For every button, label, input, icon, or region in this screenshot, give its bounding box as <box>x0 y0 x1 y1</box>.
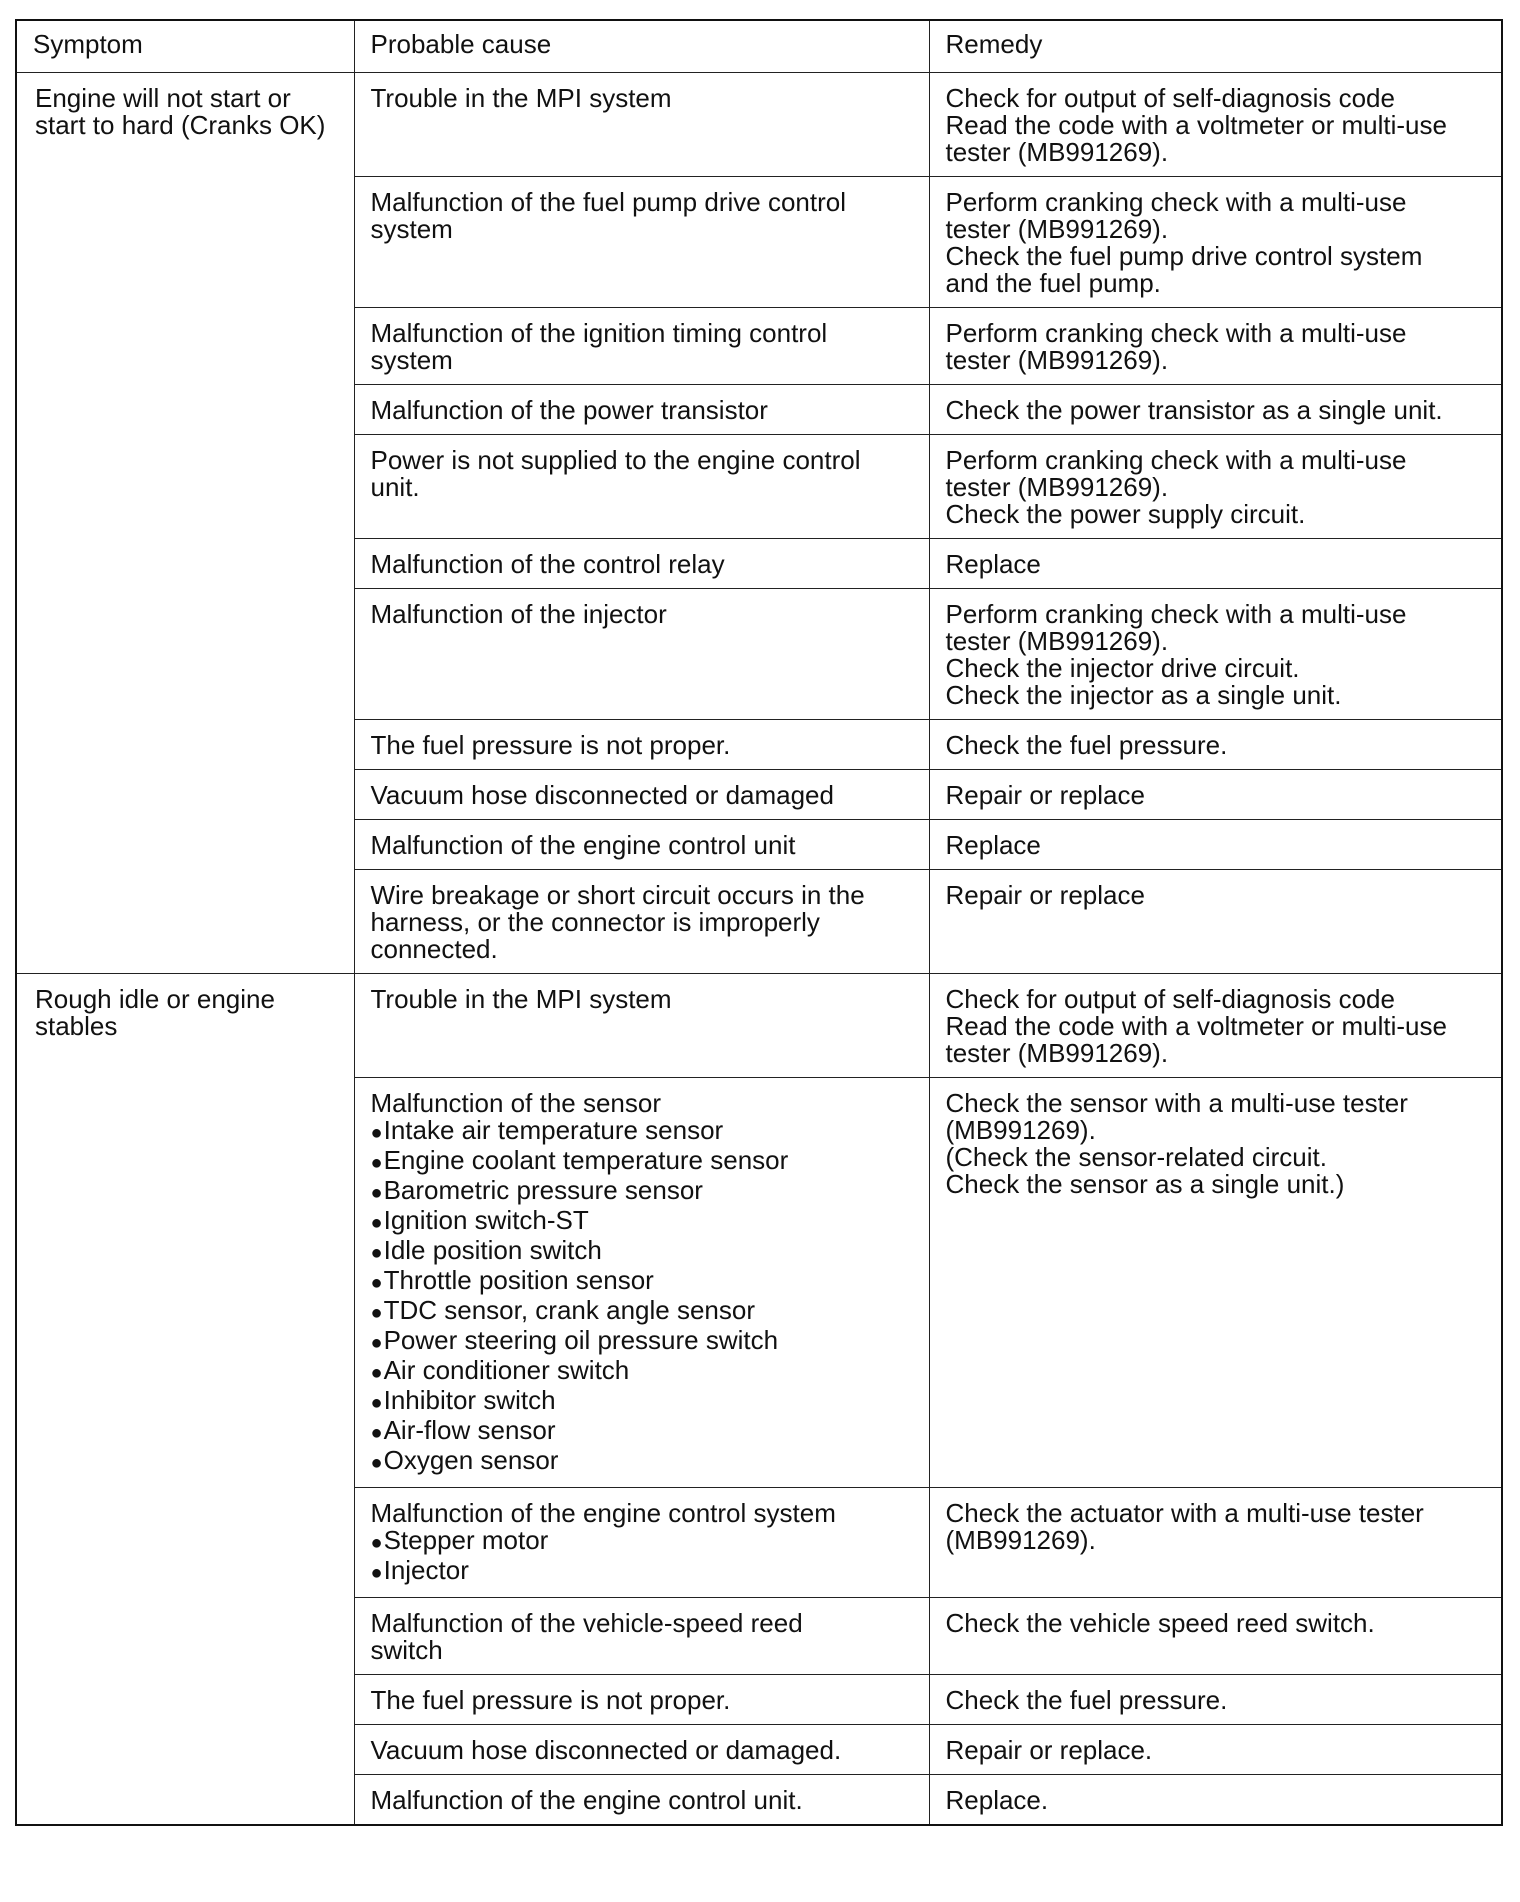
symptom-cell <box>16 974 354 1826</box>
remedy-text: and the fuel pump. <box>945 268 1161 298</box>
remedy-text: tester (MB991269). <box>945 626 1169 656</box>
header-remedy: Remedy <box>929 20 1502 73</box>
probable-cause-bullet: ● Air conditioner switch <box>371 1357 913 1387</box>
remedy-cell <box>929 308 1502 385</box>
remedy-text: Check the power transistor as a single unit. <box>945 395 1443 425</box>
remedy-cell <box>929 1078 1502 1488</box>
remedy-text: Repair or replace <box>945 780 1145 810</box>
probable-cause-text: system <box>370 345 453 375</box>
remedy-text: Perform cranking check with a multi-use <box>945 445 1407 475</box>
remedy-text: Check for output of self-diagnosis code <box>945 83 1395 113</box>
probable-cause-bullet: ● Ignition switch-ST <box>371 1207 913 1237</box>
probable-cause-bullet: ● TDC sensor, crank angle sensor <box>371 1297 913 1327</box>
probable-cause-text: Malfunction of the sensor <box>370 1088 661 1118</box>
probable-cause-bullet: ● Inhibitor switch <box>371 1387 913 1417</box>
remedy-text: Replace. <box>945 1785 1049 1815</box>
remedy-text: Check the injector drive circuit. <box>945 653 1300 683</box>
remedy-cell <box>929 1775 1502 1826</box>
remedy-text: Replace <box>945 549 1041 579</box>
probable-cause-cell <box>354 720 929 770</box>
remedy-cell <box>929 1598 1502 1675</box>
probable-cause-text: harness, or the connector is improperly <box>370 907 820 937</box>
probable-cause-cell <box>354 435 929 539</box>
remedy-text: (Check the sensor-related circuit. <box>945 1142 1327 1172</box>
probable-cause-cell <box>354 539 929 589</box>
probable-cause-cell <box>354 308 929 385</box>
probable-cause-cell <box>354 974 929 1078</box>
probable-cause-bullet: ● Stepper motor <box>371 1527 913 1557</box>
remedy-cell <box>929 539 1502 589</box>
symptom-text: stables <box>35 1011 118 1041</box>
remedy-text: Repair or replace <box>945 880 1145 910</box>
remedy-text: Check the vehicle speed reed switch. <box>945 1608 1375 1638</box>
probable-cause-text: Trouble in the MPI system <box>370 984 672 1014</box>
probable-cause-cell <box>354 589 929 720</box>
probable-cause-text: Power is not supplied to the engine control <box>370 445 861 475</box>
remedy-cell <box>929 770 1502 820</box>
remedy-text: Check the actuator with a multi-use tester <box>945 1498 1424 1528</box>
probable-cause-text: Vacuum hose disconnected or damaged <box>370 780 834 810</box>
remedy-text: Read the code with a voltmeter or multi-use <box>945 1011 1447 1041</box>
remedy-cell <box>929 435 1502 539</box>
remedy-text: tester (MB991269). <box>945 137 1169 167</box>
probable-cause-bullet: ● Barometric pressure sensor <box>371 1177 913 1207</box>
troubleshooting-table <box>15 19 1503 1826</box>
remedy-text: Check the fuel pressure. <box>945 1685 1228 1715</box>
probable-cause-text: The fuel pressure is not proper. <box>370 730 731 760</box>
remedy-text: Check for output of self-diagnosis code <box>945 984 1395 1014</box>
remedy-text: (MB991269). <box>945 1525 1096 1555</box>
probable-cause-cell <box>354 870 929 974</box>
remedy-cell <box>929 589 1502 720</box>
probable-cause-cell <box>354 177 929 308</box>
remedy-text: Perform cranking check with a multi-use <box>945 187 1407 217</box>
remedy-text: tester (MB991269). <box>945 345 1169 375</box>
header-symptom: Symptom <box>16 20 354 73</box>
remedy-text: Check the fuel pressure. <box>945 730 1228 760</box>
remedy-text: Repair or replace. <box>945 1735 1153 1765</box>
table-row <box>16 974 1502 1078</box>
remedy-cell <box>929 1675 1502 1725</box>
probable-cause-cell <box>354 1488 929 1598</box>
probable-cause-cell <box>354 1725 929 1775</box>
probable-cause-cell <box>354 1078 929 1488</box>
remedy-text: Check the sensor as a single unit.) <box>945 1169 1345 1199</box>
remedy-cell <box>929 1725 1502 1775</box>
probable-cause-bullet: ● Intake air temperature sensor <box>371 1117 913 1147</box>
probable-cause-cell <box>354 770 929 820</box>
probable-cause-text: Vacuum hose disconnected or damaged. <box>370 1735 842 1765</box>
probable-cause-text: Malfunction of the vehicle-speed reed <box>370 1608 803 1638</box>
remedy-cell <box>929 974 1502 1078</box>
probable-cause-text: Malfunction of the control relay <box>370 549 725 579</box>
remedy-text: Perform cranking check with a multi-use <box>945 318 1407 348</box>
probable-cause-text: system <box>370 214 453 244</box>
remedy-text: Read the code with a voltmeter or multi-use <box>945 110 1447 140</box>
probable-cause-bullet: ● Oxygen sensor <box>371 1447 913 1477</box>
probable-cause-bullet: ● Engine coolant temperature sensor <box>371 1147 913 1177</box>
remedy-text: tester (MB991269). <box>945 214 1169 244</box>
probable-cause-bullet: ● Idle position switch <box>371 1237 913 1267</box>
symptom-cell <box>16 73 354 974</box>
symptom-text: Engine will not start or <box>35 83 291 113</box>
probable-cause-text: unit. <box>370 472 420 502</box>
remedy-text: Check the sensor with a multi-use tester <box>945 1088 1408 1118</box>
probable-cause-text: Wire breakage or short circuit occurs in the <box>370 880 865 910</box>
probable-cause-cell <box>354 1775 929 1826</box>
probable-cause-cell <box>354 820 929 870</box>
table-body <box>16 73 1502 1826</box>
probable-cause-cell <box>354 1598 929 1675</box>
probable-cause-text: Malfunction of the power transistor <box>370 395 768 425</box>
table-row <box>16 73 1502 177</box>
symptom-text: start to hard (Cranks OK) <box>35 110 326 140</box>
remedy-text: Check the injector as a single unit. <box>945 680 1342 710</box>
probable-cause-cell <box>354 73 929 177</box>
header-probable-cause: Probable cause <box>354 20 929 73</box>
probable-cause-text: Malfunction of the fuel pump drive control <box>370 187 846 217</box>
remedy-cell <box>929 177 1502 308</box>
remedy-text: Perform cranking check with a multi-use <box>945 599 1407 629</box>
remedy-cell <box>929 870 1502 974</box>
remedy-cell <box>929 73 1502 177</box>
probable-cause-cell <box>354 385 929 435</box>
probable-cause-text: Malfunction of the injector <box>370 599 667 629</box>
probable-cause-text: Malfunction of the ignition timing control <box>370 318 828 348</box>
remedy-cell <box>929 1488 1502 1598</box>
probable-cause-bullet: ● Injector <box>371 1557 913 1587</box>
probable-cause-text: switch <box>370 1635 443 1665</box>
probable-cause-text: Trouble in the MPI system <box>370 83 672 113</box>
remedy-text: tester (MB991269). <box>945 1038 1169 1068</box>
probable-cause-cell <box>354 1675 929 1725</box>
symptom-text: Rough idle or engine <box>35 984 275 1014</box>
probable-cause-text: Malfunction of the engine control system <box>370 1498 836 1528</box>
remedy-cell <box>929 720 1502 770</box>
remedy-cell <box>929 385 1502 435</box>
table-header-row <box>16 20 1502 73</box>
remedy-text: tester (MB991269). <box>945 472 1169 502</box>
probable-cause-text: Malfunction of the engine control unit. <box>370 1785 803 1815</box>
remedy-text: Replace <box>945 830 1041 860</box>
probable-cause-text: Malfunction of the engine control unit <box>370 830 796 860</box>
remedy-text: Check the power supply circuit. <box>945 499 1306 529</box>
remedy-text: (MB991269). <box>945 1115 1096 1145</box>
probable-cause-bullet: ● Power steering oil pressure switch <box>371 1327 913 1357</box>
probable-cause-bullet: ● Air-flow sensor <box>371 1417 913 1447</box>
probable-cause-text: connected. <box>370 934 498 964</box>
probable-cause-text: The fuel pressure is not proper. <box>370 1685 731 1715</box>
remedy-text: Check the fuel pump drive control system <box>945 241 1423 271</box>
remedy-cell <box>929 820 1502 870</box>
probable-cause-bullet: ● Throttle position sensor <box>371 1267 913 1297</box>
troubleshooting-document <box>15 19 1503 1826</box>
